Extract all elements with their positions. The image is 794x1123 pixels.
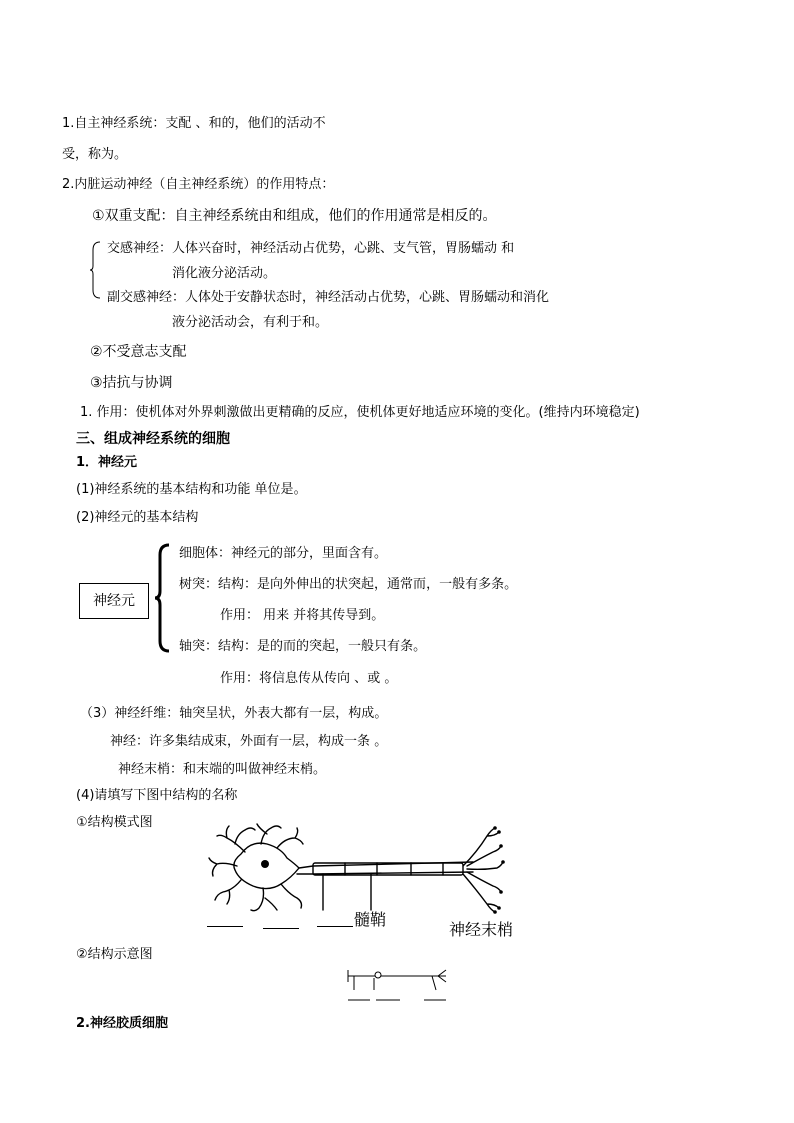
axon-text-i: 或 <box>367 671 381 686</box>
nerve-text-a: 神经：许多 <box>110 734 176 749</box>
section-3-title: 三、组成神经系统的细胞 <box>76 431 230 447</box>
q2-title: 2.内脏运动神经（自主神经系统）的作用特点： <box>62 177 335 192</box>
para-line1 <box>107 289 549 310</box>
neuron-box <box>79 583 149 619</box>
n1-text-a: (1)神经系统的基本结构和功能 单位是 <box>76 482 294 497</box>
den-text-a: 树突：结构：是 <box>179 577 271 592</box>
n4-line: (4)请填写下图中结构的名称 <box>76 788 238 803</box>
neuron-heading: 1．神经元 <box>76 455 138 470</box>
brace-small <box>90 240 102 300</box>
den-text-e: ，一般有多条。 <box>426 577 518 592</box>
figure1-blank-1[interactable] <box>207 912 243 927</box>
dendrite-function-line <box>220 607 384 628</box>
q1-text-h: 。 <box>114 147 128 162</box>
fiber-text-a: （3）神经纤维：轴突呈 <box>80 706 219 721</box>
sym-line1 <box>107 240 514 261</box>
para-text-a: 副交感神经：人体处于安静状态时， <box>107 290 316 305</box>
dual-control <box>92 207 497 228</box>
neuron-box-label: 神经元 <box>93 593 135 609</box>
q1-text-d: 的 <box>221 116 235 131</box>
sym-text-d: ，胃肠蠕动 和 <box>432 241 515 256</box>
n2-line: (2)神经元的基本结构 <box>76 510 199 525</box>
den-text-g: 并将其传导到 <box>293 608 372 623</box>
antagonism: ③拮抗与协调 <box>90 375 173 391</box>
not-voluntary: ②不受意志支配 <box>90 344 187 360</box>
cb-text-a: 细胞体：神经元的 <box>179 546 284 561</box>
nerve-line <box>110 733 387 754</box>
den-text-h: 。 <box>371 608 385 623</box>
nerve-text-d: 。 <box>374 734 388 749</box>
den-text-b: 向外伸出的 <box>270 577 336 592</box>
axon-structure-line <box>179 638 426 659</box>
sym-text-b: 神经活动占优势，心跳 <box>250 241 381 256</box>
den-text-f: 作用： 用来 <box>220 608 290 623</box>
function-line: 1. 作用：使机体对外界刺激做出更精确的反应，使机体更好地适应环境的变化。(维持内环境稳定) <box>80 405 640 420</box>
nerve-text-c: ，构成一条 <box>305 734 371 749</box>
q1-text-b: 、 <box>195 116 209 131</box>
para-text-c: 、胃肠蠕动和消化 <box>445 290 550 305</box>
para-text-d: 液分泌活动会 <box>172 315 251 330</box>
axon-text-a: 轴突：结构：是 <box>179 639 271 654</box>
den-text-d: 而 <box>413 577 427 592</box>
para-line2 <box>172 314 328 335</box>
glia-heading: 2.神经胶质细胞 <box>76 1016 168 1031</box>
fiber-text-c: ，构成 <box>335 706 375 721</box>
para-text-g: 。 <box>315 315 329 330</box>
nerve-terminal-label: 神经末梢 <box>449 920 514 939</box>
q1-text-a: 1.自主神经系统：支配 <box>62 116 192 131</box>
dendrite-structure-line <box>179 576 517 597</box>
q1-text-c: 和 <box>208 116 222 131</box>
sym-text-f: 。 <box>263 266 277 281</box>
ending-line <box>118 761 326 782</box>
cb-text-c: 。 <box>374 546 388 561</box>
q1-text-g: ，称为 <box>75 147 115 162</box>
axon-text-e: 条。 <box>400 639 427 654</box>
axon-text-h: 、 <box>354 671 368 686</box>
myelin-label: 髓鞘 <box>354 910 387 929</box>
ending-text-b: 和 <box>183 762 197 777</box>
axon-text-g: 传向 <box>324 671 351 686</box>
fiber-text-b: 状，外表大都有一层 <box>218 706 336 721</box>
ending-text-d: 叫做神经末梢。 <box>235 762 327 777</box>
sym-line2 <box>172 265 276 286</box>
cb-text-b: 部分，里面含有 <box>283 546 375 561</box>
q1-line1 <box>62 115 326 136</box>
para-text-b: 神经活动占优势，心跳 <box>315 290 446 305</box>
q1-text-e: ，他们的活动不 <box>234 116 326 131</box>
ending-text-a: 神经末梢： <box>118 762 184 777</box>
den-text-c: 状突起，通常 <box>335 577 414 592</box>
figure1-blank-2[interactable] <box>263 914 299 929</box>
sym-text-e: 消化液分泌活动 <box>172 266 264 281</box>
axon-text-c: 而 <box>283 639 297 654</box>
sym-text-c: 、支气管 <box>380 241 433 256</box>
para-text-f: 和 <box>302 315 316 330</box>
dual-text-a: ①双重支配：自主神经系统由 <box>92 208 273 224</box>
q1-text-f: 受 <box>62 147 76 162</box>
fig2-title: ②结构示意图 <box>76 947 153 962</box>
neuron-schematic-figure <box>342 968 452 1004</box>
ending-text-c: 末端的 <box>196 762 236 777</box>
axon-text-d: 的突起，一般只有 <box>296 639 401 654</box>
axon-text-b: 的 <box>270 639 284 654</box>
axon-text-j: 。 <box>384 671 398 686</box>
n1-text-b: 。 <box>293 482 307 497</box>
nerve-text-b: 集结成束，外面有一层 <box>175 734 306 749</box>
brace-large <box>155 543 171 653</box>
figure1-blank-3[interactable] <box>317 912 353 927</box>
fig1-title: ①结构模式图 <box>76 815 153 830</box>
n1-line <box>76 481 307 502</box>
fiber-text-d: 。 <box>374 706 388 721</box>
cell-body-line <box>179 545 387 566</box>
fiber-line <box>80 705 387 726</box>
sym-text-a: 交感神经：人体兴奋时， <box>107 241 251 256</box>
dual-text-c: 组成，他们的作用通常是相反的。 <box>286 208 497 224</box>
para-text-e: ，有利于 <box>250 315 303 330</box>
axon-text-f: 作用：将信息传从 <box>220 671 325 686</box>
q1-line2 <box>62 146 127 167</box>
dual-text-b: 和 <box>272 208 287 224</box>
axon-function-line <box>220 670 397 691</box>
